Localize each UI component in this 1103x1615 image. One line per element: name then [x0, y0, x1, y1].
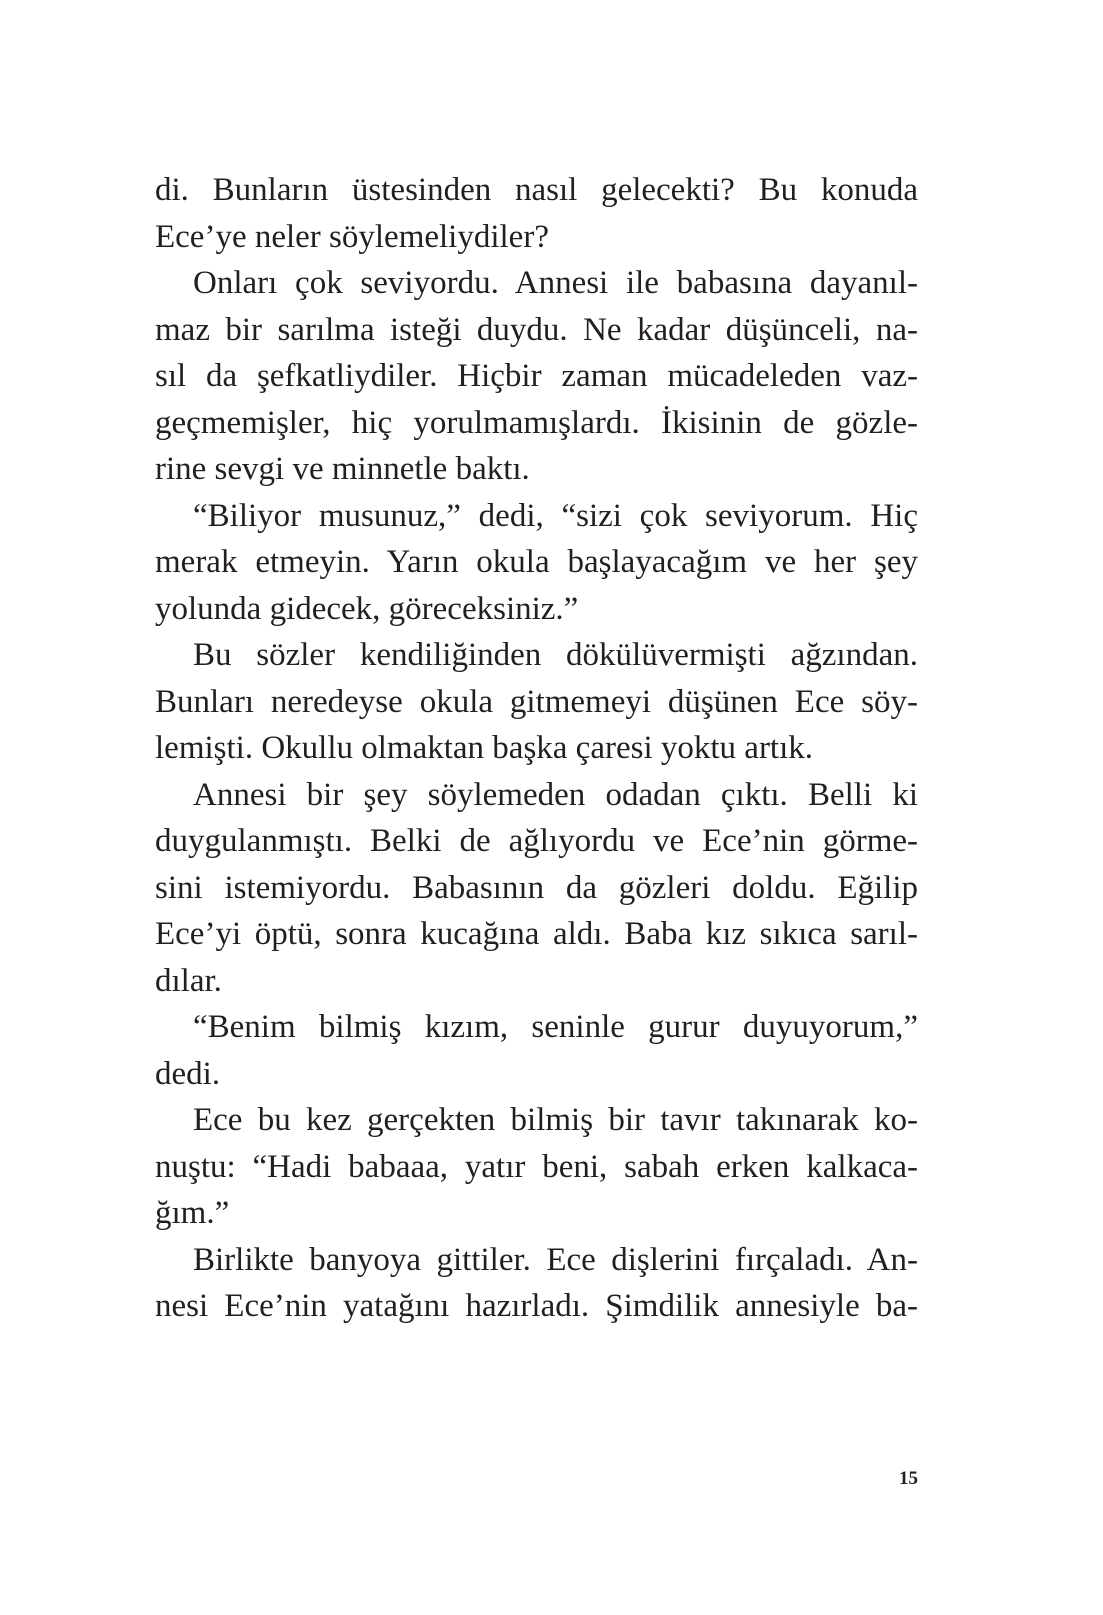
text-line: lemişti. Okullu olmaktan başka çaresi yoktu artık.	[155, 730, 814, 766]
text-line: Ece’ye neler söylemeliydiler?	[155, 218, 549, 255]
text-line: ğım.”	[155, 1195, 230, 1231]
text-line: Bunları neredeyse okula gitmemeyi düşünen Ece söy-	[155, 683, 918, 720]
text-line: sıl da şefkatliydiler. Hiçbir zaman mücadeleden vaz-	[155, 358, 918, 394]
text-line: Annesi bir şey söylemeden odadan çıktı. Belli ki	[193, 776, 918, 813]
text-line: Bu sözler kendiliğinden dökülüvermişti ağzından.	[193, 637, 918, 673]
text-line: yolunda gidecek, göreceksiniz.”	[155, 590, 579, 627]
text-line: dılar.	[155, 962, 222, 999]
text-line: Ece bu kez gerçekten bilmiş bir tavır takınarak ko-	[193, 1102, 918, 1138]
text-line: di. Bunların üstesinden nasıl gelecekti? Bu konuda	[155, 172, 918, 208]
text-line: maz bir sarılma isteği duydu. Ne kadar düşünceli, na-	[155, 311, 918, 348]
text-line: Birlikte banyoya gittiler. Ece dişlerini fırçaladı. An-	[193, 1241, 918, 1278]
text-line: rine sevgi ve minnetle baktı.	[155, 451, 530, 487]
text-line: nuştu: “Hadi babaaa, yatır beni, sabah erken kalkaca-	[155, 1148, 918, 1185]
text-line: sini istemiyordu. Babasının da gözleri doldu. Eğilip	[155, 869, 918, 906]
text-line: “Benim bilmiş kızım, seninle gurur duyuyorum,”	[193, 1009, 918, 1045]
text-line: nesi Ece’nin yatağını hazırladı. Şimdilik annesiyle ba-	[155, 1288, 918, 1324]
text-line: “Biliyor musunuz,” dedi, “sizi çok seviyorum. Hiç	[193, 497, 918, 534]
text-line: Ece’yi öptü, sonra kucağına aldı. Baba kız sıkıca sarıl-	[155, 916, 918, 952]
text-line: merak etmeyin. Yarın okula başlayacağım ve her şey	[155, 544, 918, 580]
text-line: Onları çok seviyordu. Annesi ile babasına dayanıl-	[193, 265, 918, 301]
body-text	[155, 167, 918, 1330]
text-line: duygulanmıştı. Belki de ağlıyordu ve Ece’nin görme-	[155, 823, 918, 859]
page-number: 15	[899, 1468, 918, 1489]
text-line: dedi.	[155, 1055, 221, 1092]
text-line: geçmemişler, hiç yorulmamışlardı. İkisinin de gözle-	[155, 404, 918, 441]
